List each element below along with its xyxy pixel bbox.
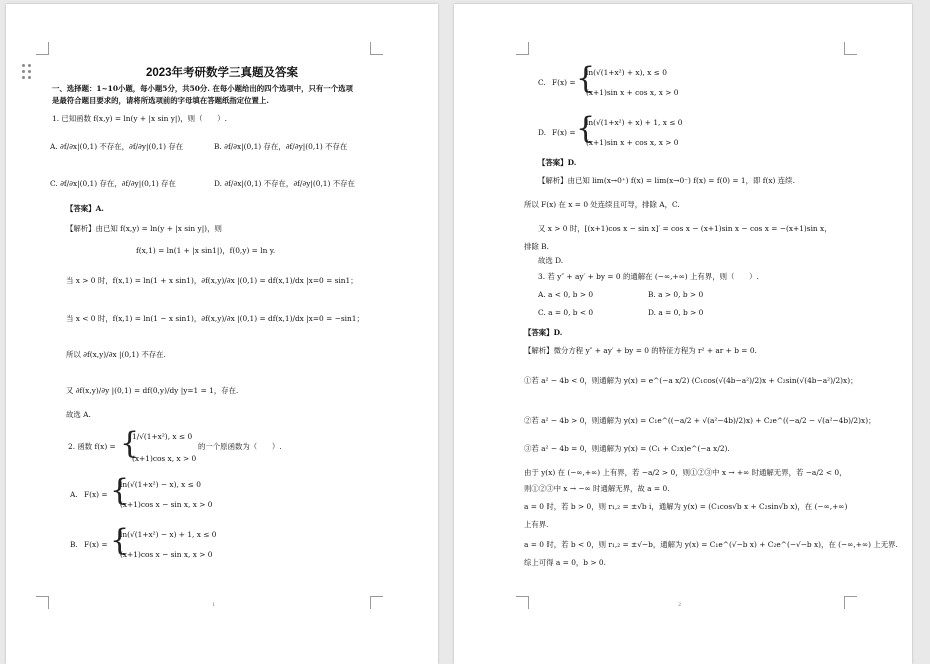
page-number: 1 bbox=[212, 602, 216, 608]
question-1: 1. 已知函数 f(x,y) = ln(y + |x sin y|)，则（ ）. bbox=[52, 114, 227, 123]
crop-mark bbox=[36, 596, 49, 609]
option-2b-row: (x+1)cos x − sin x, x > 0 bbox=[120, 550, 213, 559]
section-instructions: 一、选择题：1~10小题，每小题5分，共50分. 在每小题给出的四个选项中，只有一个选项 bbox=[52, 84, 353, 93]
piecewise-row: (x+1)cos x, x > 0 bbox=[132, 454, 197, 463]
option-3a: A. a < 0, b > 0 bbox=[538, 290, 594, 299]
formula-line: ②若 a² − 4b > 0，则通解为 y(x) = C₁e^((−a/2 + √(a²−4b)/2)x) + C₂e^((−a/2 − √(a²−4b)/2)x)； bbox=[524, 416, 876, 425]
formula-line: 排除 B. bbox=[524, 242, 549, 251]
formula-line: 又 x > 0 时，[(x+1)cos x − sin x]′ = cos x − (x+1)sin x − cos x = −(x+1)sin x， bbox=[538, 224, 832, 233]
option-3b: B. a > 0, b > 0 bbox=[648, 290, 704, 299]
brace: { bbox=[110, 473, 130, 508]
formula-line: ①若 a² − 4b < 0，则通解为 y(x) = e^(−a x/2) (C₁cos(√(4b−a²)/2)x + C₂sin(√(4b−a²)/2)x)； bbox=[524, 376, 858, 385]
question-2-tail: 的一个原函数为（ ）. bbox=[198, 442, 282, 451]
crop-mark bbox=[516, 596, 529, 609]
formula-line: 上有界. bbox=[524, 520, 549, 529]
page-number: 2 bbox=[678, 602, 682, 608]
document-page-2 bbox=[454, 4, 912, 664]
crop-mark bbox=[516, 42, 529, 55]
explanation-1: 【解析】由已知 f(x,y) = ln(y + |x sin y|)，则 bbox=[66, 224, 222, 233]
formula-line: 当 x > 0 时，f(x,1) = ln(1 + x sin1)，∂f(x,y)/∂x |(0,1) = df(x,1)/dx |x=0 = sin1； bbox=[66, 276, 358, 285]
brace: { bbox=[110, 523, 130, 558]
formula-line: 综上可得 a = 0，b > 0. bbox=[524, 558, 606, 567]
question-3: 3. 若 y″ + ay′ + by = 0 的通解在 (−∞,+∞) 上有界，则（ ）. bbox=[538, 272, 759, 281]
formula-line: f(x,1) = ln(1 + |x sin1|)，f(0,y) = ln y. bbox=[136, 246, 276, 255]
option-2b-fx: F(x) = bbox=[84, 540, 108, 549]
formula-line: 所以 F(x) 在 x = 0 处连续且可导，排除 A，C. bbox=[524, 200, 680, 209]
option-2a-row: ln(√(1+x²) − x), x ≤ 0 bbox=[120, 480, 201, 489]
option-2d-row: ln(√(1+x²) + x) + 1, x ≤ 0 bbox=[586, 118, 683, 127]
answer-1: 【答案】A. bbox=[66, 204, 104, 213]
formula-line: 故选 D. bbox=[538, 256, 564, 265]
option-2c-label: C. bbox=[538, 78, 546, 87]
option-3c: C. a = 0, b < 0 bbox=[538, 308, 594, 317]
crop-mark bbox=[36, 42, 49, 55]
answer-2: 【答案】D. bbox=[538, 158, 577, 167]
document-page-1 bbox=[6, 4, 438, 664]
option-1d: D. ∂f/∂x|(0,1) 不存在，∂f/∂y|(0,1) 不存在 bbox=[214, 179, 355, 188]
option-2d-row: (x+1)sin x + cos x, x > 0 bbox=[586, 138, 679, 147]
option-1b: B. ∂f/∂x|(0,1) 存在，∂f/∂y|(0,1) 不存在 bbox=[214, 142, 348, 151]
explanation-2: 【解析】由已知 lim(x→0⁺) f(x) = lim(x→0⁻) f(x) = f(0) = 1，即 f(x) 连续. bbox=[538, 176, 795, 185]
formula-line: 故选 A. bbox=[66, 410, 91, 419]
answer-3: 【答案】D. bbox=[524, 328, 563, 337]
piecewise-row: 1/√(1+x²), x ≤ 0 bbox=[132, 432, 193, 441]
formula-line: 由于 y(x) 在 (−∞,+∞) 上有界，若 −a/2 > 0，则①②③中 x → +∞ 时通解无界，若 −a/2 < 0， bbox=[524, 468, 847, 477]
formula-line: a = 0 时，若 b < 0，则 r₁,₂ = ±√−b，通解为 y(x) = C₁e^(√−b x) + C₂e^(−√−b x)，在 (−∞,+∞) 上无界. bbox=[524, 540, 898, 549]
crop-mark bbox=[370, 596, 383, 609]
option-2b-row: ln(√(1+x²) − x) + 1, x ≤ 0 bbox=[120, 530, 217, 539]
option-2d-label: D. bbox=[538, 128, 547, 137]
brace: { bbox=[576, 61, 596, 96]
option-1a: A. ∂f/∂x|(0,1) 不存在，∂f/∂y|(0,1) 存在 bbox=[50, 142, 184, 151]
formula-line: 当 x < 0 时，f(x,1) = ln(1 − x sin1)，∂f(x,y)/∂x |(0,1) = df(x,1)/dx |x=0 = −sin1； bbox=[66, 314, 364, 323]
document-title: 2023年考研数学三真题及答案 bbox=[145, 67, 299, 79]
question-2: 2. 函数 f(x) = bbox=[68, 442, 116, 451]
crop-mark bbox=[370, 42, 383, 55]
crop-mark bbox=[844, 42, 857, 55]
option-1c: C. ∂f/∂x|(0,1) 存在，∂f/∂y|(0,1) 存在 bbox=[50, 179, 176, 188]
option-2b-label: B. bbox=[70, 540, 78, 549]
brace: { bbox=[576, 111, 596, 146]
formula-line: 又 ∂f(x,y)/∂y |(0,1) = df(0,y)/dy |y=1 = 1，存在. bbox=[66, 386, 239, 395]
crop-mark bbox=[844, 596, 857, 609]
option-2a-row: (x+1)cos x − sin x, x > 0 bbox=[120, 500, 213, 509]
option-2d-fx: F(x) = bbox=[552, 128, 576, 137]
formula-line: a = 0 时，若 b > 0，则 r₁,₂ = ±√b i，通解为 y(x) = (C₁cos√b x + C₂sin√b x)，在 (−∞,+∞) bbox=[524, 502, 848, 511]
option-2c-fx: F(x) = bbox=[552, 78, 576, 87]
formula-line: 所以 ∂f(x,y)/∂x |(0,1) 不存在. bbox=[66, 350, 166, 359]
formula-line: 则①②③中 x → −∞ 时通解无界，故 a = 0. bbox=[524, 484, 670, 493]
option-2c-row: (x+1)sin x + cos x, x > 0 bbox=[586, 88, 679, 97]
option-3d: D. a = 0, b > 0 bbox=[648, 308, 704, 317]
option-2a-label: A. bbox=[70, 490, 78, 499]
explanation-3: 【解析】微分方程 y″ + ay′ + by = 0 的特征方程为 r² + ar + b = 0. bbox=[524, 346, 757, 355]
formula-line: ③若 a² − 4b = 0，则通解为 y(x) = (C₁ + C₂x)e^(−a x/2). bbox=[524, 444, 730, 453]
option-2c-row: ln(√(1+x²) + x), x ≤ 0 bbox=[586, 68, 667, 77]
brace: { bbox=[120, 426, 140, 461]
option-2a-fx: F(x) = bbox=[84, 490, 108, 499]
section-instructions: 是最符合题目要求的，请将所选项前的字母填在答题纸指定位置上. bbox=[52, 96, 269, 105]
